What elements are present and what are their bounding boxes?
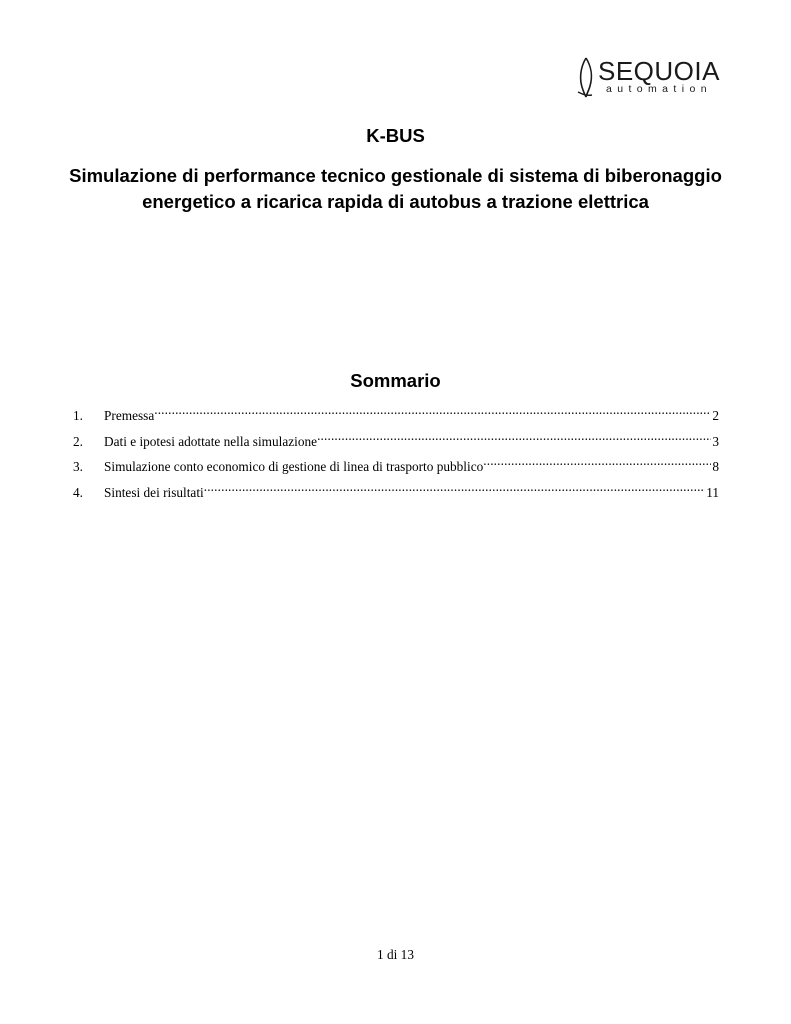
document-title: K-BUS	[366, 125, 425, 146]
toc-entry-page[interactable]: 3	[712, 433, 719, 449]
toc-leader-dots	[317, 426, 711, 446]
toc-entry-title[interactable]: Sintesi dei risultati	[104, 484, 204, 500]
toc-leader-dots	[204, 477, 705, 497]
toc-entry-title[interactable]: Dati e ipotesi adottate nella simulazione	[104, 433, 318, 449]
toc-entry-number: 3.	[73, 459, 83, 474]
toc-entry-number: 2.	[73, 433, 83, 449]
toc-entry-dati-ipotesi[interactable]	[73, 426, 719, 452]
toc-entry-title[interactable]: Premessa	[104, 408, 155, 423]
toc-leader-dots	[483, 451, 711, 471]
page-number: 1 di 13	[377, 947, 414, 962]
logo-name: SEQUOIA	[598, 56, 720, 86]
toc-heading: Sommario	[350, 370, 441, 391]
toc-entry-title[interactable]: Simulazione conto economico di gestione di linea di trasporto pubblico	[104, 459, 484, 474]
toc-entry-page[interactable]: 8	[712, 459, 719, 474]
toc-entry-page[interactable]: 2	[712, 408, 719, 423]
toc-entry-number: 4.	[73, 484, 83, 500]
document-subtitle: Simulazione di performance tecnico gestionale di sistema di biberonaggio energetico a ricarica rapida di autobus a trazione elettrica	[69, 165, 722, 212]
toc-entry-page[interactable]: 11	[706, 484, 719, 500]
company-logo	[574, 54, 724, 100]
toc-entry-premessa[interactable]	[73, 400, 719, 426]
logo-tagline: automation	[606, 83, 712, 95]
toc-leader-dots	[154, 400, 711, 420]
table-of-contents	[73, 400, 719, 502]
toc-entry-simulazione-conto[interactable]	[73, 451, 719, 477]
toc-entry-sintesi-risultati[interactable]	[73, 477, 719, 503]
toc-entry-number: 1.	[73, 408, 83, 423]
